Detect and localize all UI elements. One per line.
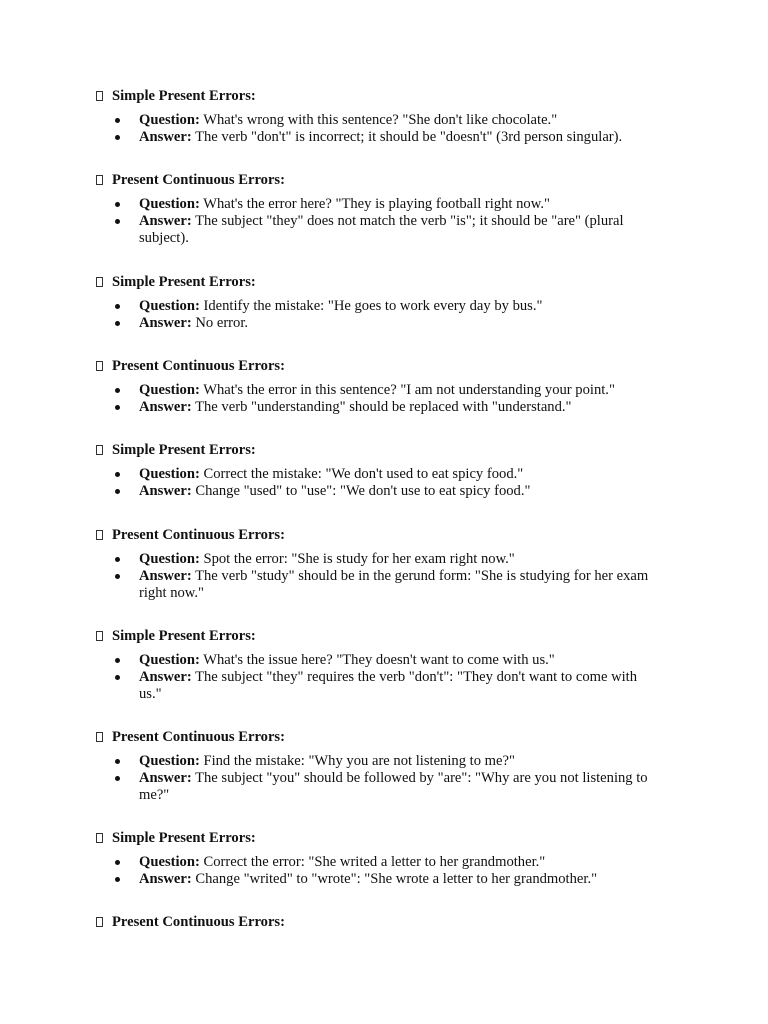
question-label: Question: [139, 298, 200, 314]
qa-list [115, 854, 655, 888]
answer-text: The verb "don't" is incorrect; it should be "doesn't" (3rd person singular). [195, 129, 623, 145]
section-present-continuous-1 [96, 171, 696, 246]
section-present-continuous-4 [96, 728, 696, 803]
question-text: Correct the error: "She writed a letter to her grandmother." [203, 854, 546, 870]
bullet-icon [115, 877, 120, 882]
bullet-icon [115, 776, 120, 781]
heading-text: Present Continuous Errors: [112, 913, 285, 930]
section-heading [96, 728, 696, 746]
section-simple-present-1 [96, 87, 696, 145]
question-text: Spot the error: "She is study for her exam right now." [203, 551, 515, 567]
answer-item [115, 871, 655, 888]
bullet-icon [115, 759, 120, 764]
answer-text: Change "writed" to "wrote": "She wrote a letter to her grandmother." [195, 871, 598, 887]
qa-list [115, 753, 655, 804]
bullet-icon [115, 219, 120, 224]
bullet-icon [115, 489, 120, 494]
bullet-icon [115, 675, 120, 680]
heading-text: Simple Present Errors: [112, 627, 256, 644]
bullet-icon [115, 574, 120, 579]
missing-glyph-box-icon [96, 277, 103, 287]
missing-glyph-box-icon [96, 631, 103, 641]
section-heading [96, 441, 696, 459]
answer-item [115, 399, 655, 416]
answer-label: Answer: [139, 871, 192, 887]
qa-list [115, 652, 655, 703]
bullet-icon [115, 321, 120, 326]
question-item [115, 382, 655, 399]
question-label: Question: [139, 551, 200, 567]
answer-item [115, 770, 655, 804]
heading-text: Simple Present Errors: [112, 441, 256, 458]
question-item [115, 753, 655, 770]
answer-label: Answer: [139, 568, 192, 584]
answer-label: Answer: [139, 399, 192, 415]
question-text: Find the mistake: "Why you are not listening to me?" [203, 753, 515, 769]
section-simple-present-3 [96, 441, 696, 499]
section-heading [96, 913, 696, 931]
heading-text: Simple Present Errors: [112, 273, 256, 290]
answer-text: The verb "study" should be in the gerund form: "She is studying for her exam right now." [139, 568, 649, 601]
answer-item [115, 568, 655, 602]
section-heading [96, 627, 696, 645]
bullet-icon [115, 405, 120, 410]
question-text: What's wrong with this sentence? "She don't like chocolate." [203, 112, 558, 128]
heading-text: Present Continuous Errors: [112, 357, 285, 374]
answer-label: Answer: [139, 129, 192, 145]
question-item [115, 652, 655, 669]
section-present-continuous-5 [96, 913, 696, 931]
section-present-continuous-3 [96, 526, 696, 601]
heading-text: Present Continuous Errors: [112, 728, 285, 745]
qa-list [115, 382, 655, 416]
section-simple-present-2 [96, 273, 696, 331]
question-item [115, 854, 655, 871]
missing-glyph-box-icon [96, 361, 103, 371]
answer-label: Answer: [139, 770, 192, 786]
question-text: Correct the mistake: "We don't used to eat spicy food." [203, 466, 524, 482]
answer-label: Answer: [139, 213, 192, 229]
bullet-icon [115, 202, 120, 207]
question-item [115, 551, 655, 568]
question-label: Question: [139, 652, 200, 668]
heading-text: Present Continuous Errors: [112, 171, 285, 188]
section-heading [96, 273, 696, 291]
heading-text: Simple Present Errors: [112, 829, 256, 846]
qa-list [115, 298, 655, 332]
question-item [115, 466, 655, 483]
question-text: What's the issue here? "They doesn't want to come with us." [203, 652, 555, 668]
answer-item [115, 483, 655, 500]
answer-item [115, 213, 655, 247]
section-present-continuous-2 [96, 357, 696, 415]
section-heading [96, 87, 696, 105]
qa-list [115, 551, 655, 602]
missing-glyph-box-icon [96, 175, 103, 185]
bullet-icon [115, 135, 120, 140]
missing-glyph-box-icon [96, 732, 103, 742]
qa-list [115, 112, 655, 146]
qa-list [115, 196, 655, 247]
bullet-icon [115, 388, 120, 393]
bullet-icon [115, 860, 120, 865]
question-label: Question: [139, 196, 200, 212]
heading-text: Present Continuous Errors: [112, 526, 285, 543]
missing-glyph-box-icon [96, 530, 103, 540]
answer-text: Change "used" to "use": "We don't use to eat spicy food." [195, 483, 531, 499]
missing-glyph-box-icon [96, 445, 103, 455]
answer-text: The subject "they" requires the verb "don't": "They don't want to come with us." [139, 669, 638, 702]
question-label: Question: [139, 854, 200, 870]
section-simple-present-4 [96, 627, 696, 702]
answer-item [115, 315, 655, 332]
section-heading [96, 829, 696, 847]
answer-item [115, 129, 655, 146]
answer-label: Answer: [139, 669, 192, 685]
question-text: What's the error here? "They is playing football right now." [203, 196, 550, 212]
question-item [115, 196, 655, 213]
bullet-icon [115, 472, 120, 477]
bullet-icon [115, 118, 120, 123]
answer-item [115, 669, 655, 703]
question-label: Question: [139, 753, 200, 769]
missing-glyph-box-icon [96, 917, 103, 927]
missing-glyph-box-icon [96, 91, 103, 101]
section-heading [96, 357, 696, 375]
heading-text: Simple Present Errors: [112, 87, 256, 104]
qa-list [115, 466, 655, 500]
missing-glyph-box-icon [96, 833, 103, 843]
section-heading [96, 526, 696, 544]
bullet-icon [115, 658, 120, 663]
answer-label: Answer: [139, 483, 192, 499]
section-heading [96, 171, 696, 189]
question-label: Question: [139, 466, 200, 482]
answer-text: The verb "understanding" should be replaced with "understand." [195, 399, 572, 415]
question-item [115, 112, 655, 129]
question-text: What's the error in this sentence? "I am not understanding your point." [203, 382, 615, 398]
answer-text: No error. [195, 315, 249, 331]
bullet-icon [115, 557, 120, 562]
bullet-icon [115, 304, 120, 309]
question-item [115, 298, 655, 315]
answer-text: The subject "you" should be followed by "are": "Why are you not listening to me?" [139, 770, 648, 803]
question-text: Identify the mistake: "He goes to work every day by bus." [203, 298, 543, 314]
answer-text: The subject "they" does not match the verb "is"; it should be "are" (plural subject). [139, 213, 624, 246]
section-simple-present-5 [96, 829, 696, 887]
question-label: Question: [139, 382, 200, 398]
question-label: Question: [139, 112, 200, 128]
answer-label: Answer: [139, 315, 192, 331]
